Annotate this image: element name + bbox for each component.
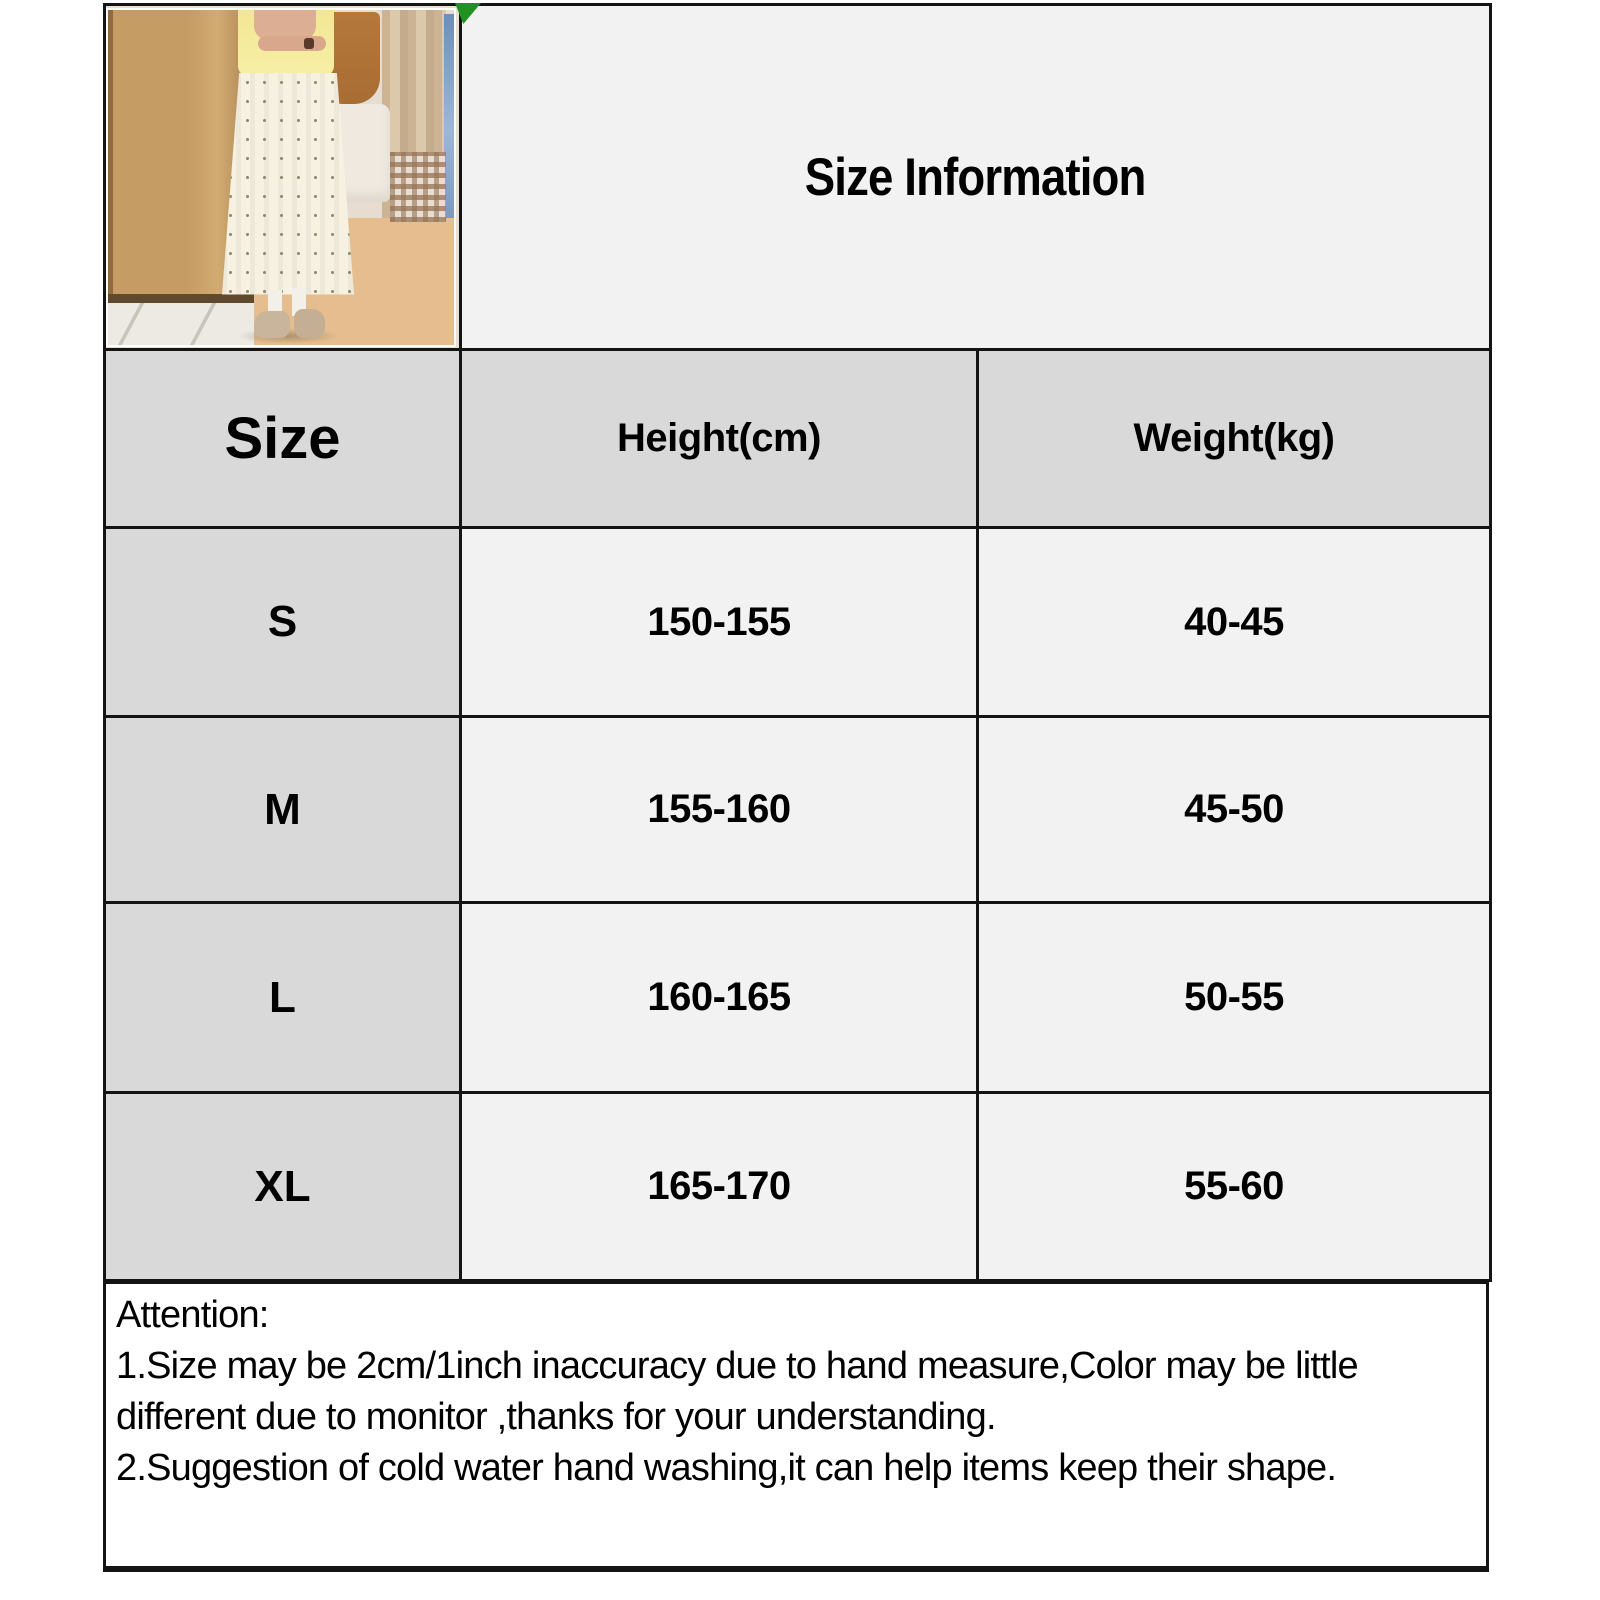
size-cell: S <box>105 528 461 717</box>
col-header-height: Height(cm) <box>461 350 978 528</box>
table-row <box>105 1093 1491 1281</box>
col-header-size: Size <box>105 350 461 528</box>
height-cell: 160-165 <box>461 903 978 1093</box>
attention-note: 1.Size may be 2cm/1inch inaccuracy due to hand measure,Color may be little different due to monitor ,thanks for your understanding. <box>116 1345 1358 1438</box>
patterned-carpet <box>390 152 446 222</box>
table-row <box>105 903 1491 1093</box>
model-shoe <box>294 309 325 338</box>
door-bottom-rail <box>108 294 254 303</box>
height-cell: 155-160 <box>461 717 978 903</box>
size-chart-sheet <box>103 3 1489 1572</box>
model-polka-dot-skirt <box>222 73 354 295</box>
weight-cell: 50-55 <box>978 903 1491 1093</box>
model-shoe <box>254 311 290 338</box>
page-title: Size Information <box>805 147 1146 207</box>
size-cell: L <box>105 903 461 1093</box>
product-photo-cell <box>105 5 461 350</box>
col-header-weight: Weight(kg) <box>978 350 1491 528</box>
weight-cell: 45-50 <box>978 717 1491 903</box>
attention-box <box>103 1281 1489 1572</box>
table-row <box>105 528 1491 717</box>
size-table <box>103 3 1492 1282</box>
table-row <box>105 717 1491 903</box>
size-cell: XL <box>105 1093 461 1281</box>
attention-note: 2.Suggestion of cold water hand washing,it can help items keep their shape. <box>116 1447 1337 1489</box>
table-header-row <box>105 350 1491 528</box>
size-cell: M <box>105 717 461 903</box>
model-forearm <box>258 36 326 51</box>
model-bracelet <box>304 38 314 49</box>
weight-cell: 40-45 <box>978 528 1491 717</box>
title-cell <box>461 5 1491 350</box>
weight-cell: 55-60 <box>978 1093 1491 1281</box>
height-cell: 165-170 <box>461 1093 978 1281</box>
product-photo <box>106 8 456 347</box>
attention-heading: Attention: <box>116 1294 269 1336</box>
photo-title-row <box>105 5 1491 350</box>
height-cell: 150-155 <box>461 528 978 717</box>
